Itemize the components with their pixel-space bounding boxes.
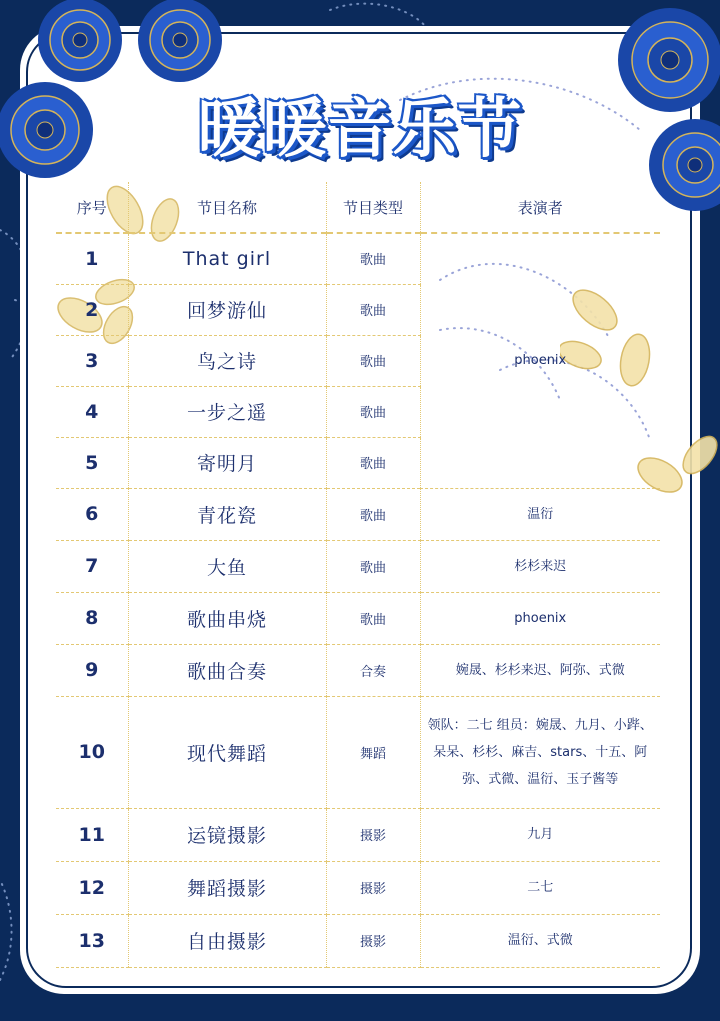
row-type: 歌曲 bbox=[326, 437, 420, 488]
row-performer: 领队：二七 组员：婉晟、九月、小跸、呆呆、杉杉、麻吉、stars、十五、阿弥、式微、温衍、玉子酱等 bbox=[420, 696, 660, 808]
row-type: 歌曲 bbox=[326, 284, 420, 335]
program-table bbox=[56, 182, 660, 968]
row-no: 9 bbox=[56, 644, 128, 696]
leaf-icon bbox=[677, 430, 720, 479]
row-performer-merged: phoenix bbox=[420, 233, 660, 488]
row-name: 大鱼 bbox=[128, 540, 326, 592]
row-no: 13 bbox=[56, 914, 128, 967]
row-performer: 杉杉来迟 bbox=[420, 540, 660, 592]
row-name: 鸟之诗 bbox=[128, 335, 326, 386]
row-no: 6 bbox=[56, 488, 128, 540]
row-type: 歌曲 bbox=[326, 335, 420, 386]
row-performer: 九月 bbox=[420, 808, 660, 861]
row-performer: 温衍 bbox=[420, 488, 660, 540]
row-no: 4 bbox=[56, 386, 128, 437]
row-name: 现代舞蹈 bbox=[128, 696, 326, 808]
row-no: 2 bbox=[56, 284, 128, 335]
row-type: 摄影 bbox=[326, 808, 420, 861]
row-performer: 婉晟、杉杉来迟、阿弥、式微 bbox=[420, 644, 660, 696]
row-name: That girl bbox=[128, 233, 326, 284]
header-performer: 表演者 bbox=[420, 182, 660, 233]
row-type: 歌曲 bbox=[326, 592, 420, 644]
rose-icon bbox=[0, 82, 93, 178]
row-type: 舞蹈 bbox=[326, 696, 420, 808]
row-performer: 二七 bbox=[420, 861, 660, 914]
row-name: 运镜摄影 bbox=[128, 808, 326, 861]
row-type: 歌曲 bbox=[326, 233, 420, 284]
header-no: 序号 bbox=[56, 182, 128, 233]
row-performer: 温衍、式微 bbox=[420, 914, 660, 967]
row-no: 10 bbox=[56, 696, 128, 808]
row-type: 摄影 bbox=[326, 914, 420, 967]
row-performer: phoenix bbox=[420, 592, 660, 644]
table-row bbox=[56, 592, 660, 644]
row-name: 寄明月 bbox=[128, 437, 326, 488]
row-no: 7 bbox=[56, 540, 128, 592]
table-row bbox=[56, 861, 660, 914]
table-row bbox=[56, 540, 660, 592]
header-type: 节目类型 bbox=[326, 182, 420, 233]
rose-icon bbox=[618, 8, 720, 112]
row-name: 回梦游仙 bbox=[128, 284, 326, 335]
row-no: 11 bbox=[56, 808, 128, 861]
row-no: 3 bbox=[56, 335, 128, 386]
table-row bbox=[56, 808, 660, 861]
table-row bbox=[56, 644, 660, 696]
table-header-row bbox=[56, 182, 660, 233]
row-no: 8 bbox=[56, 592, 128, 644]
row-name: 青花瓷 bbox=[128, 488, 326, 540]
header-name: 节目名称 bbox=[128, 182, 326, 233]
row-no: 12 bbox=[56, 861, 128, 914]
table-row bbox=[56, 696, 660, 808]
table-row bbox=[56, 914, 660, 967]
row-type: 合奏 bbox=[326, 644, 420, 696]
row-type: 歌曲 bbox=[326, 386, 420, 437]
row-no: 1 bbox=[56, 233, 128, 284]
row-no: 5 bbox=[56, 437, 128, 488]
page-title: 暖暖音乐节 bbox=[197, 93, 523, 167]
row-name: 舞蹈摄影 bbox=[128, 861, 326, 914]
rose-icon bbox=[138, 0, 222, 82]
row-name: 自由摄影 bbox=[128, 914, 326, 967]
row-type: 歌曲 bbox=[326, 540, 420, 592]
row-name: 一步之遥 bbox=[128, 386, 326, 437]
row-name: 歌曲合奏 bbox=[128, 644, 326, 696]
table-row bbox=[56, 233, 660, 284]
row-name: 歌曲串烧 bbox=[128, 592, 326, 644]
table-row bbox=[56, 488, 660, 540]
rose-icon bbox=[38, 0, 122, 82]
title-banner bbox=[140, 88, 580, 172]
row-type: 摄影 bbox=[326, 861, 420, 914]
row-type: 歌曲 bbox=[326, 488, 420, 540]
